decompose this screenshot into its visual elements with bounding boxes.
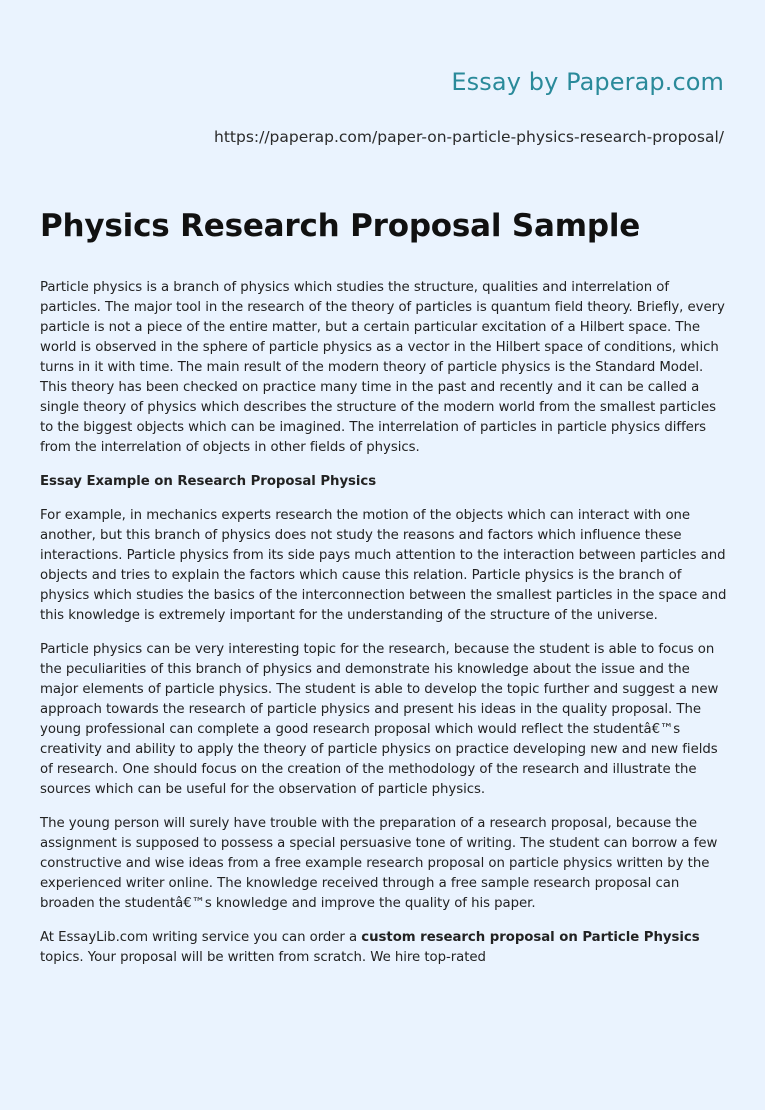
source-url[interactable]: https://paperap.com/paper-on-particle-physics-research-proposal/ [214,128,724,146]
site-brand[interactable]: Essay by Paperap.com [451,68,724,96]
paragraph-mechanics: For example, in mechanics experts research the motion of the objects which can interact with one another, but this branch of physics does not study the reasons and factors which influence these interactions. Particle physics from its side pays much attention to the interaction between particles and objects and tries to explain the factors which cause this relation. Particle physics is the branch of physics which studies the basics of the interconnection between the smallest particles in the space and this knowledge is extremely important for the understanding of the structure of the universe. [40,508,727,623]
paragraph-order [40,928,730,968]
order-link-text: custom research proposal on Particle Physics [361,930,700,945]
paragraph-trouble: The young person will surely have trouble with the preparation of a research proposal, because the assignment is supposed to possess a special persuasive tone of writing. The student can borrow a few constructive and wise ideas from a free example research proposal on particle physics written by the experienced writer online. The knowledge received through a free sample research proposal can broaden the studentâ€™s knowledge and improve the quality of his paper. [40,816,718,911]
paragraph-topic: Particle physics can be very interesting topic for the research, because the student is able to focus on the peculiarities of this branch of physics and demonstrate his knowledge about the issue and the major elements of particle physics. The student is able to develop the topic further and suggest a new approach towards the research of particle physics and present his ideas in the quality proposal. The young professional can complete a good research proposal which would reflect the studentâ€™s creativity and ability to apply the theory of particle physics on practice developing new and new fields of research. One should focus on the creation of the methodology of the research and illustrate the sources which can be useful for the observation of particle physics. [40,642,719,797]
page-title: Physics Research Proposal Sample [40,208,641,244]
order-text-end: topics. Your proposal will be written from scratch. We hire top-rated [40,950,486,965]
order-text-start: At EssayLib.com writing service you can order a [40,930,362,945]
section-subheading: Essay Example on Research Proposal Physics [40,474,377,489]
paragraph-intro: Particle physics is a branch of physics which studies the structure, qualities and interrelation of particles. The major tool in the research of the theory of particles is quantum field theory. Briefly, every particle is not a piece of the entire matter, but a certain particular excitation of a Hilbert space. The world is observed in the sphere of particle physics as a vector in the Hilbert space of conditions, which turns in it with time. The main result of the modern theory of particle physics is the Standard Model. This theory has been checked on practice many time in the past and recently and it can be called a single theory of physics which describes the structure of the modern world from the smallest particles to the biggest objects which can be imagined. The interrelation of particles in particle physics differs from the interrelation of objects in other fields of physics. [40,280,725,455]
article-body [40,278,730,982]
